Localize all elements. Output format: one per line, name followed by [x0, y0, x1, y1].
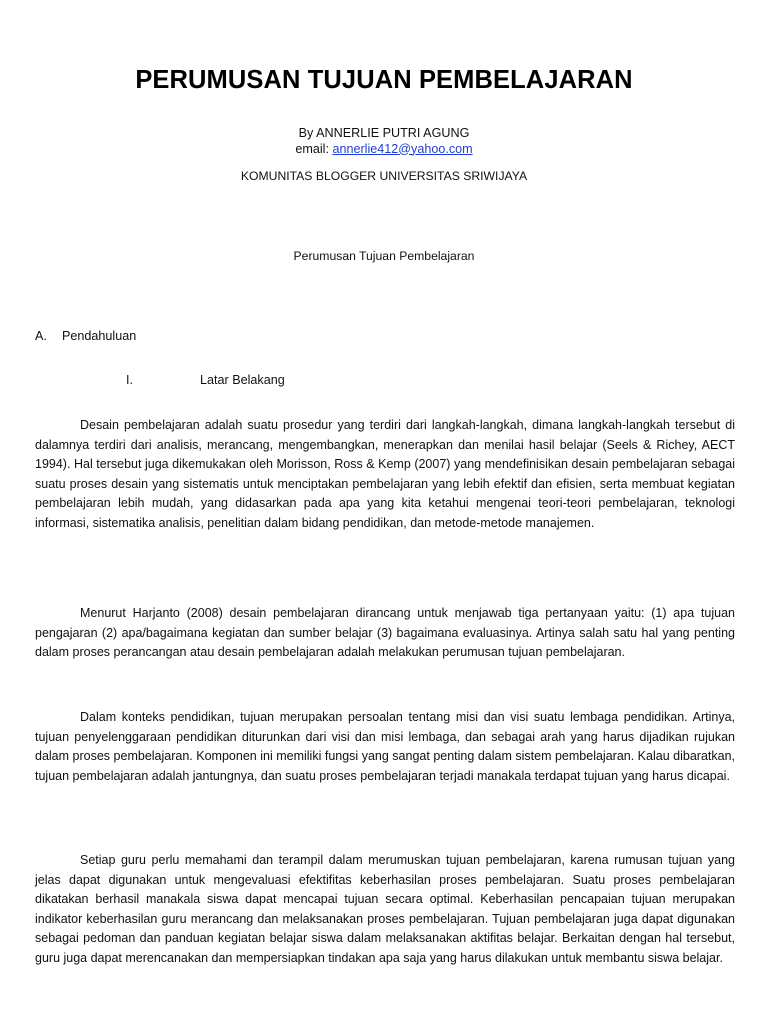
email-link[interactable]: annerlie412@yahoo.com: [332, 141, 473, 156]
author-line: By ANNERLIE PUTRI AGUNG: [298, 126, 470, 140]
email-line: [0, 142, 768, 158]
community-name: KOMUNITAS BLOGGER UNIVERSITAS SRIWIJAYA: [240, 169, 528, 183]
document-title: PERUMUSAN TUJUAN PEMBELAJARAN: [135, 66, 633, 94]
subsection-label: Latar Belakang: [200, 373, 285, 387]
section-marker: A.: [35, 329, 47, 343]
paragraph: Dalam konteks pendidikan, tujuan merupakan persoalan tentang misi dan visi suatu lembaga pendidikan. Artinya, tujuan penyelenggaraan pendidikan diturunkan dari visi dan misi lembaga, dan sebagai arah yang harus dijadikan rujukan dalam proses pembelajaran. Komponen ini memiliki fungsi yang sangat penting dalam sistem pembelajaran. Kalau dibaratkan, tujuan pembelajaran adalah jantungnya, dan suatu proses pembelajaran terjadi manakala terdapat tujuan yang harus dicapai.: [35, 710, 735, 783]
section-label: Pendahuluan: [62, 329, 137, 343]
email-label: email:: [295, 141, 329, 156]
paragraph: Setiap guru perlu memahami dan terampil dalam merumuskan tujuan pembelajaran, karena rumusan tujuan yang jelas dapat digunakan untuk mengevaluasi efektifitas keberhasilan proses pembelajaran. Suatu proses pembelajaran dikatakan berhasil manakala siswa dapat mencapai tujuan secara optimal. Keberhasilan pencapaian tujuan merupakan indikator keberhasilan guru merancang dan melaksanakan proses pembelajaran. Tujuan pembelajaran juga dapat digunakan sebagai pedoman dan panduan kegiatan belajar siswa dalam melaksanakan aktifitas belajar. Berkaitan dengan hal tersebut, guru juga dapat merencanakan dan mempersiapkan tindakan apa saja yang harus dilakukan untuk membantu siswa belajar.: [35, 853, 735, 965]
subsection-heading: [126, 373, 285, 387]
section-heading: [35, 329, 136, 343]
paragraph: Desain pembelajaran adalah suatu prosedur yang terdiri dari langkah-langkah, dimana langkah-langkah tersebut di dalamnya terdiri dari analisis, merancang, mengembangkan, menerapkan dan menilai hasil belajar (Seels & Richey, AECT 1994). Hal tersebut juga dikemukakan oleh Morisson, Ross & Kemp (2007) yang mendefinisikan desain pembelajaran sebagai suatu proses desain yang sistematis untuk menciptakan pembelajaran yang lebih efektif dan efisien, serta membuat kegiatan pembelajaran lebih mudah, yang didasarkan pada apa yang kita ketahui mengenai teori-teori pembelajaran, teknologi informasi, sistematika analisis, penelitian dalam bidang pendidikan, dan metode-metode manajemen.: [35, 418, 735, 530]
subsection-marker: I.: [126, 373, 133, 387]
document-subtitle: Perumusan Tujuan Pembelajaran: [293, 249, 475, 263]
paragraph: Menurut Harjanto (2008) desain pembelajaran dirancang untuk menjawab tiga pertanyaan yaitu: (1) apa tujuan pengajaran (2) apa/bagaimana kegiatan dan sumber belajar (3) bagaimana evaluasinya. Artinya salah satu hal yang penting dalam proses perancangan atau desain pembelajaran adalah melakukan perumusan tujuan pembelajaran.: [35, 606, 735, 660]
byline: [0, 126, 768, 157]
